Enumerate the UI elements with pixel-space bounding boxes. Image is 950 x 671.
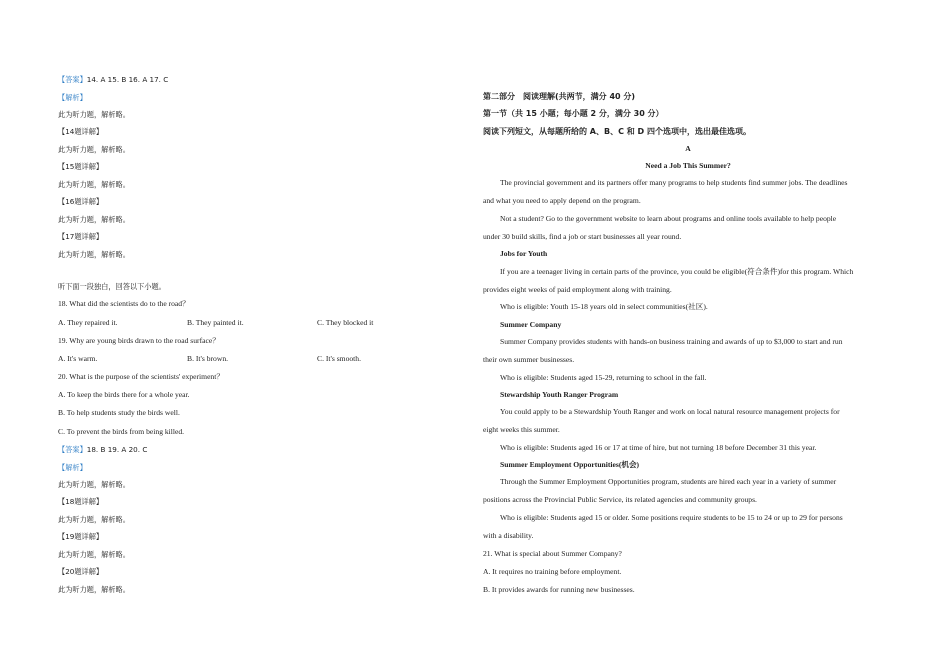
answer-text-2: 18. B 19. A 20. C <box>86 445 148 454</box>
answer-line-1 <box>58 75 168 85</box>
detail-17-note: 此为听力题，解析略。 <box>58 250 130 259</box>
heading-jobs-for-youth: Jobs for Youth <box>500 249 548 258</box>
detail-17-heading: 【17题详解】 <box>58 232 104 241</box>
q20-option-c: C. To prevent the birds from being killed. <box>58 427 185 436</box>
detail-20-heading: 【20题详解】 <box>58 567 104 576</box>
ranger-line-1: You could apply to be a Stewardship Youth Ranger and work on local natural resource management projects for <box>500 407 840 416</box>
para-2-line-2: under 30 build skills, find a job or start businesses all year round. <box>483 232 682 241</box>
passage-letter: A <box>685 144 691 153</box>
detail-14-heading: 【14题详解】 <box>58 127 104 136</box>
para-1-line-2: and what you need to apply depend on the program. <box>483 196 641 205</box>
analysis-tag-2: 【解析】 <box>58 463 87 472</box>
instructions: 阅读下列短文，从每题所给的 A、B、C 和 D 四个选项中，选出最佳选项。 <box>483 127 751 136</box>
answer-text: 14. A 15. B 16. A 17. C <box>86 75 169 84</box>
analysis-tag: 【解析】 <box>58 93 87 102</box>
detail-16-note: 此为听力题，解析略。 <box>58 215 130 224</box>
detail-19-note: 此为听力题，解析略。 <box>58 550 130 559</box>
detail-18-heading: 【18题详解】 <box>58 497 104 506</box>
para-2-line-1: Not a student? Go to the government website to learn about programs and online tools available to help people <box>500 214 837 223</box>
employ-line-2: positions across the Provincial Public Service, its related agencies and community groups. <box>483 495 757 504</box>
q19-option-a: A. It's warm. <box>58 354 98 363</box>
youth-line-1: If you are a teenager living in certain parts of the province, you could be eligible(符合条件)for this program. Which <box>500 267 854 276</box>
q18-option-b: B. They painted it. <box>187 318 244 327</box>
detail-14-note: 此为听力题，解析略。 <box>58 145 130 154</box>
ranger-eligibility: Who is eligible: Students aged 16 or 17 at time of hire, but not turning 18 before December 31 this year. <box>500 443 817 452</box>
part-title: 第二部分 阅读理解(共两节，满分 40 分) <box>483 92 636 101</box>
detail-19-heading: 【19题详解】 <box>58 532 104 541</box>
q20-option-a: A. To keep the birds there for a whole year. <box>58 390 190 399</box>
answer-line-2 <box>58 445 147 455</box>
youth-line-2: provides eight weeks of paid employment along with training. <box>483 285 672 294</box>
employ-line-1: Through the Summer Employment Opportunities program, students are hired each year in a variety of summer <box>500 477 837 486</box>
q21-option-b: B. It provides awards for running new businesses. <box>483 585 635 594</box>
detail-16-heading: 【16题详解】 <box>58 197 104 206</box>
company-line-1: Summer Company provides students with hands-on business training and awards of up to $3,000 to start and run <box>500 337 843 346</box>
answer-tag-2: 【答案】 <box>58 445 87 454</box>
detail-18-note: 此为听力题，解析略。 <box>58 515 130 524</box>
question-21: 21. What is special about Summer Company? <box>483 549 622 558</box>
heading-ranger-program: Stewardship Youth Ranger Program <box>500 390 619 399</box>
q19-option-b: B. It's brown. <box>187 354 229 363</box>
passage-title: Need a Job This Summer? <box>645 161 731 170</box>
q20-option-b: B. To help students study the birds well. <box>58 408 180 417</box>
analysis-note: 此为听力题，解析略。 <box>58 110 130 119</box>
para-1-line-1: The provincial government and its partners offer many programs to help students find summer jobs. The deadlines <box>500 178 848 187</box>
detail-20-note: 此为听力题，解析略。 <box>58 585 130 594</box>
company-eligibility: Who is eligible: Students aged 15-29, returning to school in the fall. <box>500 373 707 382</box>
employ-eligibility-line-1: Who is eligible: Students aged 15 or older. Some positions require students to be 15 to 24 or up to 29 for persons <box>500 513 843 522</box>
analysis-note-2: 此为听力题，解析略。 <box>58 480 130 489</box>
company-line-2: their own summer businesses. <box>483 355 575 364</box>
question-18: 18. What did the scientists do to the road？ <box>58 299 190 308</box>
question-20: 20. What is the purpose of the scientists' experiment？ <box>58 372 224 381</box>
q21-option-a: A. It requires no training before employment. <box>483 567 622 576</box>
detail-15-heading: 【15题详解】 <box>58 162 104 171</box>
q18-option-c: C. They blocked it <box>317 318 374 327</box>
q19-option-c: C. It's smooth. <box>317 354 361 363</box>
section-title: 第一节（共 15 小题；每小题 2 分，满分 30 分） <box>483 109 664 118</box>
detail-15-note: 此为听力题，解析略。 <box>58 180 130 189</box>
youth-eligibility: Who is eligible: Youth 15-18 years old in select communities(社区). <box>500 302 708 311</box>
heading-employment-opportunities: Summer Employment Opportunities(机会) <box>500 460 640 469</box>
question-19: 19. Why are young birds drawn to the road surface？ <box>58 336 220 345</box>
heading-summer-company: Summer Company <box>500 320 562 329</box>
ranger-line-2: eight weeks this summer. <box>483 425 560 434</box>
q18-option-a: A. They repaired it. <box>58 318 118 327</box>
monologue-intro: 听下面一段独白，回答以下小题。 <box>58 282 166 291</box>
employ-eligibility-line-2: with a disability. <box>483 531 534 540</box>
answer-tag: 【答案】 <box>58 75 87 84</box>
